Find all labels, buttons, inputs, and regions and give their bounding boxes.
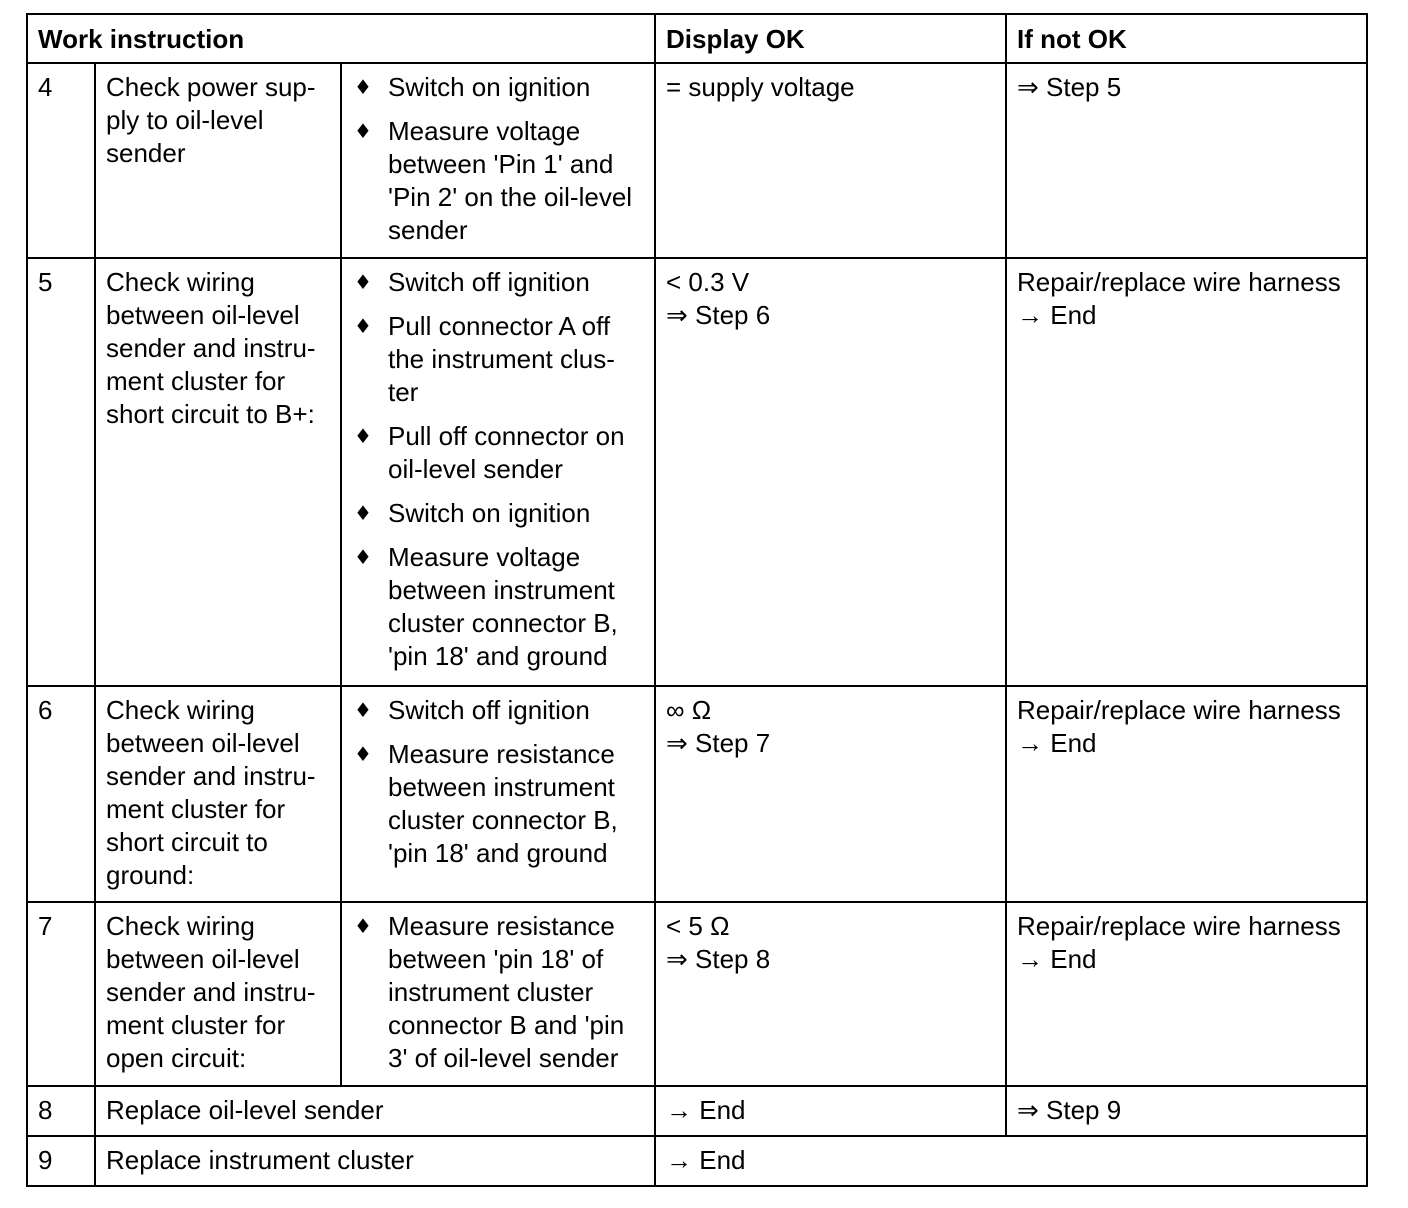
if-not-ok-cell <box>1006 902 1367 1086</box>
display-ok-next-step: ⇒ Step 7 <box>666 728 771 758</box>
check-description: Check wiring between oil-level sender and instru- ment cluster for short circuit to B+: <box>95 258 341 686</box>
action-item: ♦ Pull off connector on oil-level sender <box>352 420 644 486</box>
table-row-step-9 <box>27 1136 1367 1186</box>
if-not-ok-value: Repair/replace wire harness <box>1017 911 1341 941</box>
display-ok-cell <box>655 902 1006 1086</box>
header-row <box>27 14 1367 63</box>
display-ok-cell <box>655 258 1006 686</box>
if-not-ok-cell <box>1006 258 1367 686</box>
result-cell: → End <box>655 1136 1367 1186</box>
if-not-ok-cell <box>1006 63 1367 258</box>
action-item: ♦ Measure resistance between 'pin 18' of instrument cluster connector B and 'pin 3' of oil-level sender <box>352 910 644 1075</box>
action-item: ♦ Measure resistance between instrument cluster connector B, 'pin 18' and ground <box>352 738 644 870</box>
work-instruction-sheet <box>26 13 1366 1187</box>
action-list-cell <box>341 686 655 902</box>
table-row-step-8 <box>27 1086 1367 1136</box>
table-row-step-5 <box>27 258 1367 686</box>
action-list <box>352 71 644 247</box>
display-ok-value: < 0.3 V <box>666 267 750 297</box>
display-ok-value: < 5 Ω <box>666 911 730 941</box>
check-description: Check wiring between oil-level sender and instru- ment cluster for short circuit to ground: <box>95 686 341 902</box>
action-item: ♦ Pull connector A off the instrument clus-ter <box>352 310 644 409</box>
action-item: ♦ Switch off ignition <box>352 266 644 299</box>
action-list <box>352 910 644 1075</box>
instruction-text: Replace instrument cluster <box>95 1136 655 1186</box>
if-not-ok-cell: ⇒ Step 9 <box>1006 1086 1367 1136</box>
action-item: ♦ Switch off ignition <box>352 694 644 727</box>
action-list-cell <box>341 63 655 258</box>
if-not-ok-value: Repair/replace wire harness <box>1017 695 1341 725</box>
action-item: ♦ Measure voltage between instrument cluster connector B, 'pin 18' and ground <box>352 541 644 673</box>
if-not-ok-cell <box>1006 686 1367 902</box>
check-description: Check wiring between oil-level sender and instru- ment cluster for open circuit: <box>95 902 341 1086</box>
action-list <box>352 266 644 673</box>
table-row-step-7 <box>27 902 1367 1086</box>
instruction-text: Replace oil-level sender <box>95 1086 655 1136</box>
header-display-ok: Display OK <box>655 14 1006 63</box>
if-not-ok-value: ⇒ Step 5 <box>1017 72 1122 102</box>
if-not-ok-value: Repair/replace wire harness <box>1017 267 1341 297</box>
header-if-not-ok: If not OK <box>1006 14 1367 63</box>
if-not-ok-next-step: → End <box>1017 728 1097 758</box>
action-list <box>352 694 644 870</box>
if-not-ok-next-step: → End <box>1017 300 1097 330</box>
step-number: 4 <box>27 63 95 258</box>
display-ok-cell <box>655 63 1006 258</box>
display-ok-cell: → End <box>655 1086 1006 1136</box>
step-number: 7 <box>27 902 95 1086</box>
if-not-ok-next-step: → End <box>1017 944 1097 974</box>
table-row-step-4 <box>27 63 1367 258</box>
step-number: 9 <box>27 1136 95 1186</box>
step-number: 5 <box>27 258 95 686</box>
step-number: 8 <box>27 1086 95 1136</box>
action-item: ♦ Switch on ignition <box>352 497 644 530</box>
action-item: ♦ Switch on ignition <box>352 71 644 104</box>
work-instruction-table <box>26 13 1368 1187</box>
check-description: Check power sup- ply to oil-level sender <box>95 63 341 258</box>
step-number: 6 <box>27 686 95 902</box>
header-work-instruction: Work instruction <box>27 14 655 63</box>
display-ok-value: = supply voltage <box>666 72 855 102</box>
display-ok-next-step: ⇒ Step 6 <box>666 300 771 330</box>
action-item: ♦ Measure voltage between 'Pin 1' and 'Pin 2' on the oil-level sender <box>352 115 644 247</box>
display-ok-cell <box>655 686 1006 902</box>
action-list-cell <box>341 258 655 686</box>
action-list-cell <box>341 902 655 1086</box>
display-ok-next-step: ⇒ Step 8 <box>666 944 771 974</box>
display-ok-value: ∞ Ω <box>666 695 712 725</box>
table-row-step-6 <box>27 686 1367 902</box>
